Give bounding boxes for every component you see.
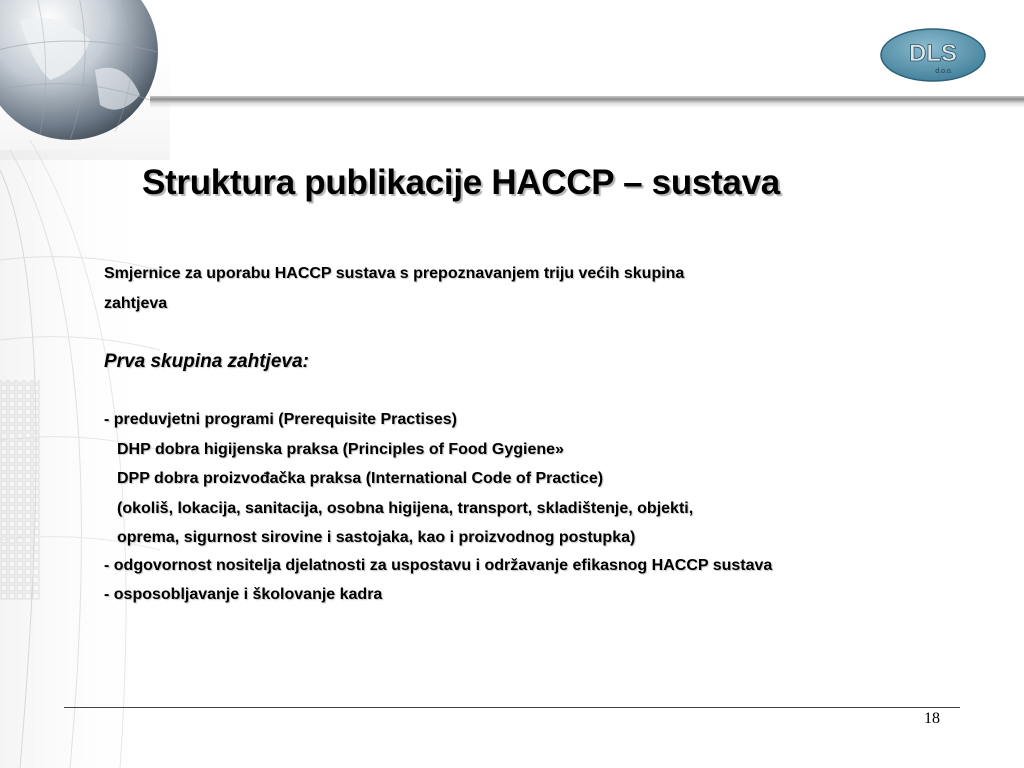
list-item: - odgovornost nositelja djelatnosti za uspostavu i održavanje efikasnog HACCP sustava xyxy=(104,557,773,574)
list-item: DPP dobra proizvođačka praksa (International Code of Practice) xyxy=(117,470,604,487)
subheading: Prva skupina zahtjeva: xyxy=(104,351,309,372)
list-item: (okoliš, lokacija, sanitacija, osobna higijena, transport, skladištenje, objekti, xyxy=(117,500,694,517)
footer-divider xyxy=(64,707,960,708)
header-bar xyxy=(150,96,1024,103)
list-item: DHP dobra higijenska praksa (Principles of Food Gygiene» xyxy=(117,441,564,458)
list-item: - preduvjetni programi (Prerequisite Practises) xyxy=(104,411,457,428)
logo-subtext: d.o.o. xyxy=(935,68,953,75)
page-number: 18 xyxy=(924,710,940,727)
slide-title: Struktura publikacije HACCP – sustava xyxy=(142,163,780,202)
globe-icon xyxy=(0,0,170,160)
header-bar-shadow xyxy=(150,103,1024,108)
dls-logo xyxy=(878,26,988,84)
logo-text: DLS xyxy=(909,40,957,67)
intro-line-1: Smjernice za uporabu HACCP sustava s prepoznavanjem triju većih skupina xyxy=(104,265,685,282)
intro-line-2: zahtjeva xyxy=(104,295,168,312)
list-item: oprema, sigurnost sirovine i sastojaka, kao i proizvodnog postupka) xyxy=(117,529,636,546)
list-item: - osposobljavanje i školovanje kadra xyxy=(104,586,383,603)
